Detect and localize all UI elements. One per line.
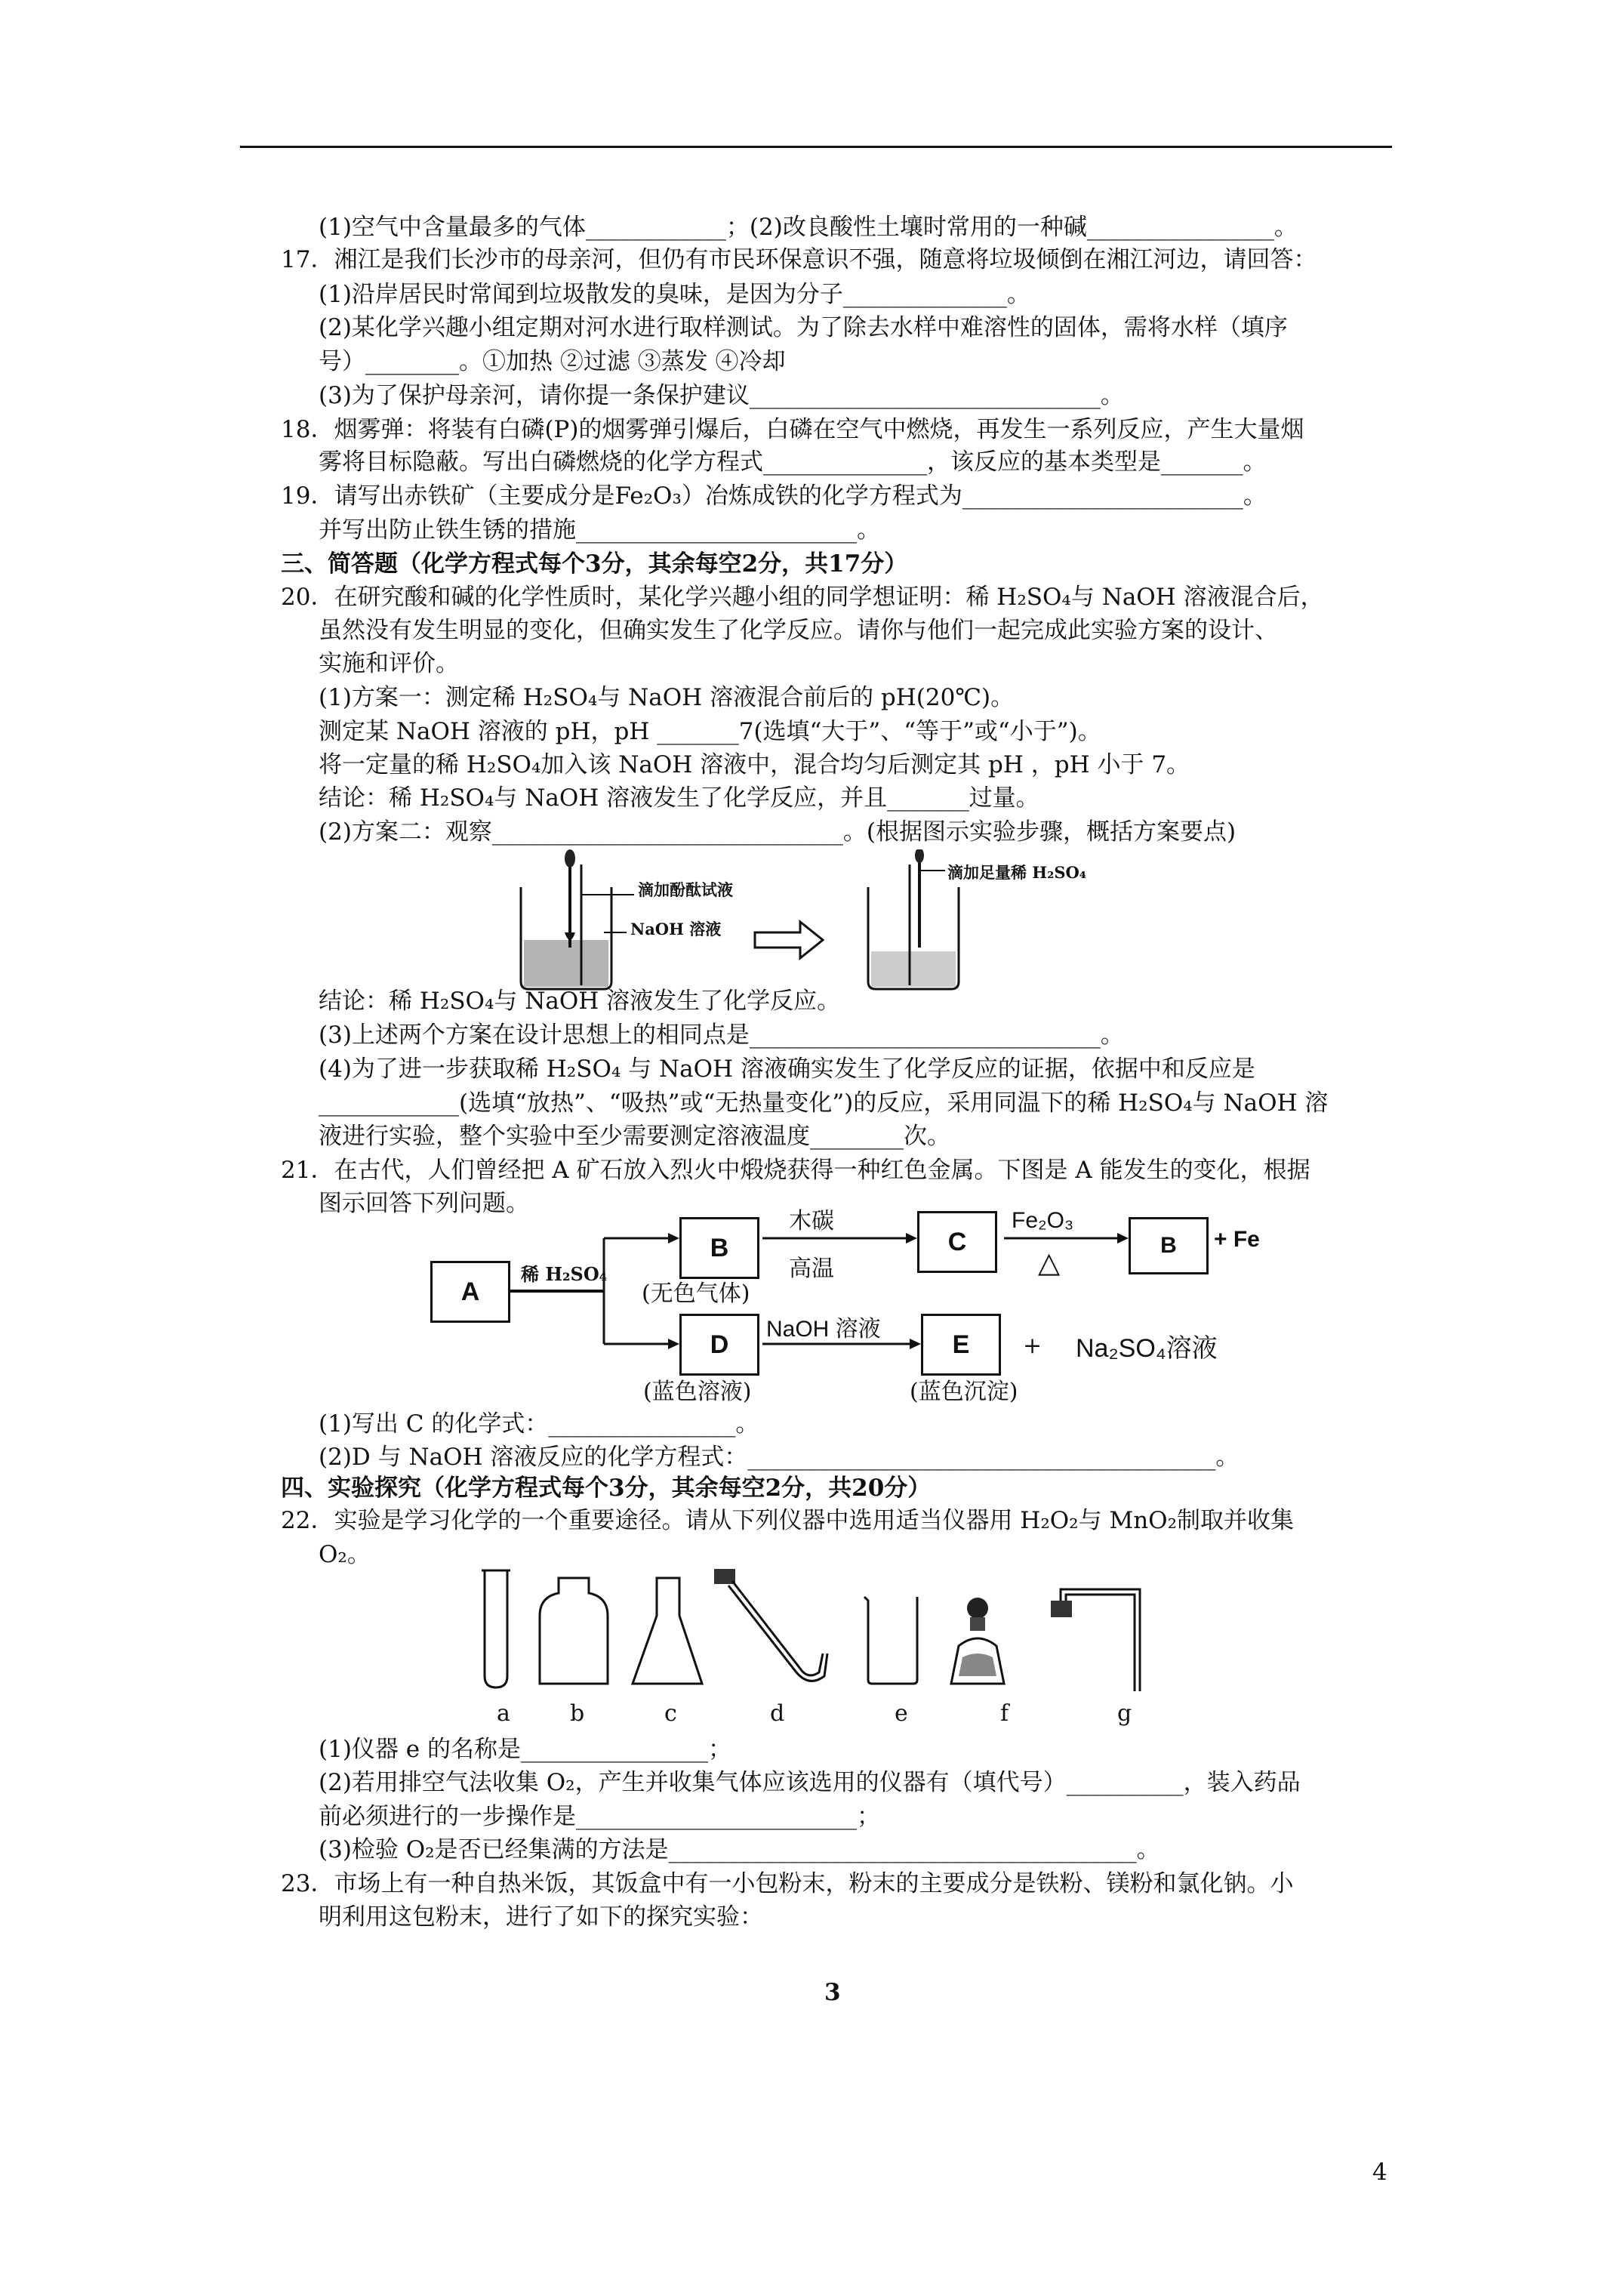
q16-line: (1)空气中含量最多的气体____________；(2)改良酸性土壤时常用的一种碱________________。	[319, 214, 1298, 241]
q20-part2: (2)方案二：观察______________________________。(根据图示实验步骤，概括方案要点)	[319, 818, 1236, 846]
gas-jar-icon	[540, 1578, 608, 1684]
label-high-temp: 高温	[789, 1256, 834, 1282]
q22-part2: (2)若用排空气法收集 O₂，产生并收集气体应该选用的仪器有（填代号）__________，装入药品	[319, 1769, 1301, 1796]
q20-stem: 20．在研究酸和碱的化学性质时，某化学兴趣小组的同学想证明：稀 H₂SO₄与 NaOH 溶液混合后，	[281, 584, 1324, 611]
fig-label-naoh: NaOH 溶液	[630, 920, 722, 938]
instrument-label-d: d	[770, 1700, 785, 1727]
label-plus-fe: + Fe	[1214, 1227, 1260, 1252]
label-dilute-h2so4: 稀 H₂SO₄	[521, 1263, 608, 1285]
q21-stem-cont: 图示回答下列问题。	[319, 1190, 529, 1217]
q20-stem-2: 虽然没有发生明显的变化，但确实发生了化学反应。请你与他们一起完成此实验方案的设计、	[319, 617, 1278, 644]
q21-part2: (2)D 与 NaOH 溶液反应的化学方程式：________________________________________。	[319, 1444, 1240, 1471]
label-blue-solution: (蓝色溶液)	[643, 1379, 752, 1405]
label-fe2o3: Fe₂O₃	[1012, 1208, 1074, 1233]
q20-part1-conclusion: 结论：稀 H₂SO₄与 NaOH 溶液发生了化学反应，并且_______过量。	[319, 784, 1039, 812]
q22-stem: 22．实验是学习化学的一个重要途径。请从下列仪器中选用适当仪器用 H₂O₂与 MnO₂制取并收集	[281, 1507, 1295, 1534]
node-b: B	[679, 1217, 759, 1279]
q17-stem: 17．湘江是我们长沙市的母亲河，但仍有市民环保意识不强，随意将垃圾倾倒在湘江河边，请回答：	[281, 246, 1317, 273]
q19-stem-cont: 并写出防止铁生锈的措施________________________。	[319, 516, 880, 544]
lab-instruments-figure	[476, 1563, 1193, 1699]
label-plus: +	[1023, 1333, 1042, 1359]
instrument-label-e: e	[895, 1700, 908, 1727]
q20-part4-cont2: 液进行实验，整个实验中至少需要测定溶液温度________次。	[319, 1123, 950, 1150]
section-3-heading: 三、简答题（化学方程式每个3分，其余每空2分，共17分）	[281, 550, 908, 578]
beaker-right-icon	[868, 849, 959, 989]
q20-part1: (1)方案一：测定稀 H₂SO₄与 NaOH 溶液混合前后的 pH(20℃)。	[319, 684, 1015, 711]
q20-part2-conclusion: 结论：稀 H₂SO₄与 NaOH 溶液发生了化学反应。	[319, 988, 841, 1015]
label-heat-delta: △	[1038, 1246, 1061, 1279]
q23-stem-cont: 明利用这包粉末，进行了如下的探究实验：	[319, 1903, 763, 1931]
fig-label-h2so4: 滴加足量稀 H₂SO₄	[947, 863, 1087, 882]
label-na2so4: Na₂SO₄溶液	[1076, 1334, 1218, 1363]
q23-stem: 23．市场上有一种自热米饭，其饭盒中有一小包粉末，粉末的主要成分是铁粉、镁粉和氯化钠。小	[281, 1870, 1294, 1897]
label-carbon: 木碳	[789, 1208, 834, 1234]
q17-part3: (3)为了保护母亲河，请你提一条保护建议______________________________。	[319, 382, 1124, 409]
q21-stem: 21．在古代，人们曾经把 A 矿石放入烈火中煅烧获得一种红色金属。下图是 A 能发生的变化，根据	[281, 1157, 1310, 1184]
q20-part1-ph: 测定某 NaOH 溶液的 pH，pH _______7(选填“大于”、“等于”或“小于”)。	[319, 718, 1101, 745]
q21-part1: (1)写出 C 的化学式：________________。	[319, 1410, 759, 1438]
label-blue-precipitate: (蓝色沉淀)	[910, 1379, 1018, 1405]
beaker-left-icon	[521, 849, 634, 989]
q22-part3: (3)检验 O₂是否已经集满的方法是________________________________________。	[319, 1836, 1160, 1863]
q22-part1: (1)仪器 e 的名称是________________；	[319, 1736, 731, 1763]
fig-label-phenolphthalein: 滴加酚酞试液	[638, 880, 733, 899]
q17-part1: (1)沿岸居民时常闻到垃圾散发的臭味，是因为分子______________。	[319, 281, 1030, 308]
right-arrow-icon	[755, 922, 823, 958]
bent-glass-tube-icon	[1051, 1589, 1140, 1691]
instrument-label-b: b	[570, 1700, 585, 1727]
q20-part1-mix: 将一定量的稀 H₂SO₄加入该 NaOH 溶液中，混合均匀后测定其 pH ，pH 小于 7。	[319, 751, 1190, 778]
alcohol-lamp-icon	[951, 1598, 1004, 1684]
beaker-icon	[864, 1597, 917, 1684]
instrument-label-f: f	[1000, 1700, 1009, 1727]
delivery-tube-icon	[714, 1569, 827, 1681]
q20-stem-3: 实施和评价。	[319, 650, 459, 677]
q17-part2-cont: 号）________。①加热 ②过滤 ③蒸发 ④冷却	[319, 348, 786, 375]
test-tube-icon	[482, 1570, 510, 1687]
q20-part4: (4)为了进一步获取稀 H₂SO₄ 与 NaOH 溶液确实发生了化学反应的证据，依据中和反应是	[319, 1056, 1255, 1083]
node-e: E	[921, 1314, 1001, 1376]
node-b-product: B	[1129, 1217, 1209, 1274]
q22-stem-cont: O₂。	[319, 1541, 371, 1568]
section-4-heading: 四、实验探究（化学方程式每个3分，其余每空2分，共20分）	[281, 1475, 932, 1502]
node-d: D	[679, 1314, 759, 1376]
q20-part3: (3)上述两个方案在设计思想上的相同点是______________________________。	[319, 1022, 1124, 1049]
label-colorless-gas: (无色气体)	[642, 1281, 750, 1307]
node-c: C	[917, 1211, 997, 1273]
q19-stem: 19．请写出赤铁矿（主要成分是Fe₂O₃）冶炼成铁的化学方程式为________________________。	[281, 482, 1267, 510]
label-naoh-solution: NaOH 溶液	[766, 1317, 881, 1342]
q18-stem: 18．烟雾弹：将装有白磷(P)的烟雾弹引爆后，白磷在空气中燃烧，再发生一系列反应，产生大量烟	[281, 416, 1304, 443]
inner-page-number: 3	[824, 1979, 841, 2006]
q18-stem-cont: 雾将目标隐蔽。写出白磷燃烧的化学方程式______________，该反应的基本类型是_______。	[319, 448, 1267, 476]
q20-part4-cont: ____________(选填“放热”、“吸热”或“无热量变化”)的反应，采用同温下的稀 H₂SO₄与 NaOH 溶	[319, 1089, 1329, 1117]
outer-page-number: 4	[1372, 2159, 1387, 2186]
node-a: A	[430, 1261, 510, 1323]
top-rule	[240, 146, 1392, 148]
conical-flask-icon	[633, 1578, 702, 1684]
instrument-label-g: g	[1117, 1700, 1132, 1727]
q22-part2-cont: 前必须进行的一步操作是________________________；	[319, 1803, 880, 1830]
instrument-label-a: a	[497, 1700, 510, 1727]
instrument-label-c: c	[664, 1700, 677, 1727]
q17-part2: (2)某化学兴趣小组定期对河水进行取样测试。为了除去水样中难溶性的固体，需将水样（填序	[319, 314, 1288, 341]
